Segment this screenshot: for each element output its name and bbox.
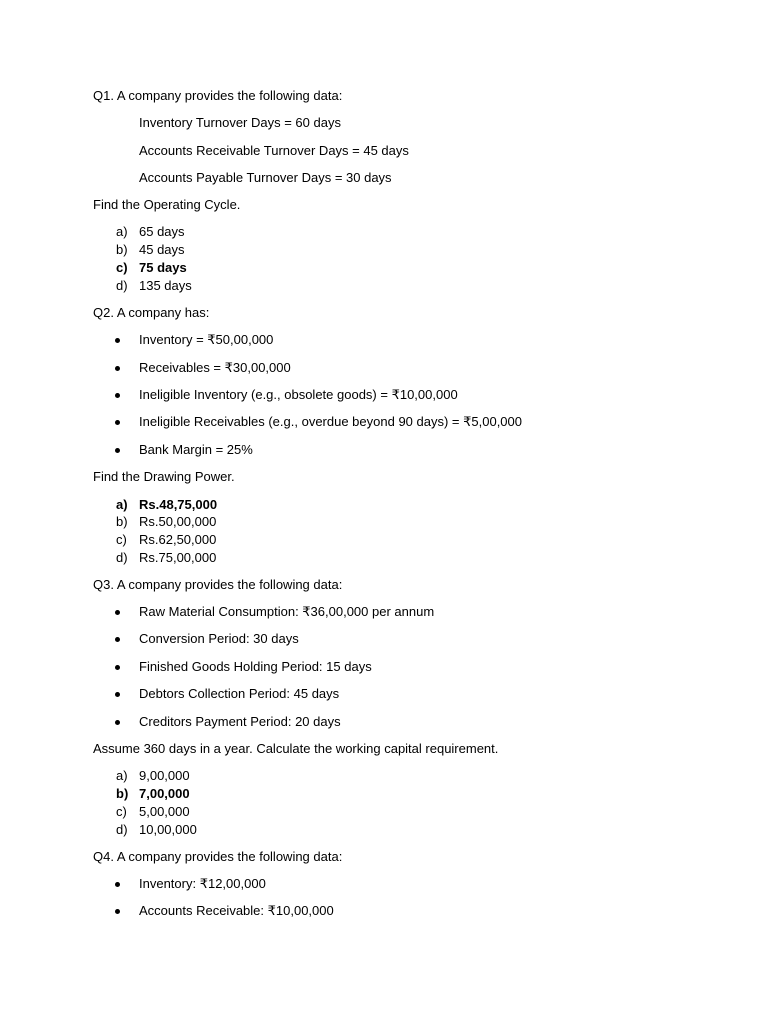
q2-option-b-letter: b)	[116, 514, 128, 529]
q2-option-a-letter: a)	[116, 497, 128, 512]
q3-bullet-3: Finished Goods Holding Period: 15 days	[139, 659, 372, 674]
q3-option-c-letter: c)	[116, 804, 127, 819]
q2-option-a: Rs.48,75,000	[139, 497, 218, 512]
q4-bullet-2: Accounts Receivable: ₹10,00,000	[139, 903, 334, 918]
q2-bullet-3: Ineligible Inventory (e.g., obsolete goods) = ₹10,00,000	[139, 387, 458, 402]
q2-bullet-4: Ineligible Receivables (e.g., overdue beyond 90 days) = ₹5,00,000	[139, 414, 522, 429]
q1-option-c-letter: c)	[116, 260, 128, 275]
q1-option-a-letter: a)	[116, 224, 128, 239]
q1-option-a: 65 days	[139, 224, 185, 239]
bullet-icon	[115, 720, 120, 725]
bullet-icon	[115, 393, 120, 398]
q3-option-a-letter: a)	[116, 768, 128, 783]
q1-option-b: 45 days	[139, 242, 185, 257]
bullet-icon	[115, 692, 120, 697]
q3-bullet-1: Raw Material Consumption: ₹36,00,000 per annum	[139, 604, 435, 619]
q3-title: Q3. A company provides the following data:	[93, 577, 343, 592]
bullet-icon	[115, 420, 120, 425]
bullet-icon	[115, 882, 120, 887]
bullet-icon	[115, 610, 120, 615]
bullet-icon	[115, 366, 120, 371]
q3-option-b-letter: b)	[116, 786, 129, 801]
q3-option-c: 5,00,000	[139, 804, 190, 819]
q3-question: Assume 360 days in a year. Calculate the working capital requirement.	[93, 741, 499, 756]
q1-option-d: 135 days	[139, 278, 192, 293]
q3-option-d-letter: d)	[116, 822, 128, 837]
q4-bullet-1: Inventory: ₹12,00,000	[139, 876, 266, 891]
q1-option-b-letter: b)	[116, 242, 128, 257]
q1-question: Find the Operating Cycle.	[93, 197, 241, 212]
q2-option-d: Rs.75,00,000	[139, 550, 217, 565]
q4-title: Q4. A company provides the following data:	[93, 849, 343, 864]
q2-title: Q2. A company has:	[93, 305, 210, 320]
q3-option-a: 9,00,000	[139, 768, 190, 783]
q2-bullet-2: Receivables = ₹30,00,000	[139, 360, 291, 375]
q2-option-b: Rs.50,00,000	[139, 514, 217, 529]
q1-data-2: Accounts Receivable Turnover Days = 45 days	[139, 143, 409, 158]
bullet-icon	[115, 448, 120, 453]
q1-option-c: 75 days	[139, 260, 187, 275]
bullet-icon	[115, 909, 120, 914]
q2-option-c: Rs.62,50,000	[139, 532, 217, 547]
bullet-icon	[115, 338, 120, 343]
q1-title: Q1. A company provides the following data:	[93, 88, 343, 103]
bullet-icon	[115, 665, 120, 670]
q1-option-d-letter: d)	[116, 278, 128, 293]
q2-question: Find the Drawing Power.	[93, 469, 235, 484]
q3-option-b: 7,00,000	[139, 786, 190, 801]
q1-data-3: Accounts Payable Turnover Days = 30 days	[139, 170, 392, 185]
q3-bullet-5: Creditors Payment Period: 20 days	[139, 714, 341, 729]
q3-bullet-2: Conversion Period: 30 days	[139, 631, 299, 646]
bullet-icon	[115, 637, 120, 642]
q3-bullet-4: Debtors Collection Period: 45 days	[139, 686, 340, 701]
q2-bullet-1: Inventory = ₹50,00,000	[139, 332, 274, 347]
q2-option-d-letter: d)	[116, 550, 128, 565]
q3-option-d: 10,00,000	[139, 822, 197, 837]
q1-data-1: Inventory Turnover Days = 60 days	[139, 115, 341, 130]
q2-option-c-letter: c)	[116, 532, 127, 547]
q2-bullet-5: Bank Margin = 25%	[139, 442, 253, 457]
